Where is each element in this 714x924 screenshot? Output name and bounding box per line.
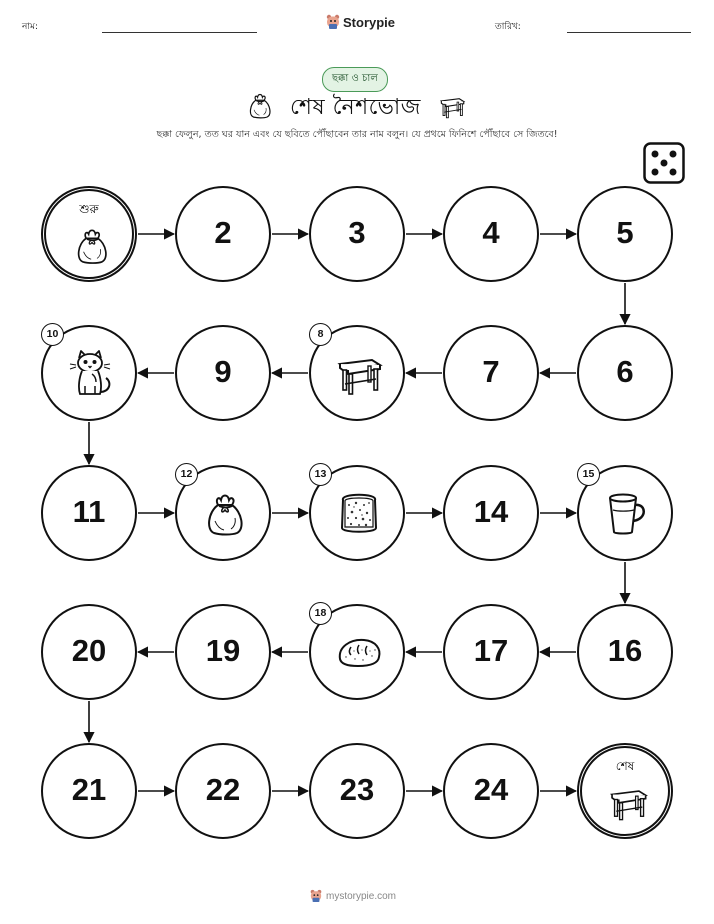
instructions: ছক্কা ফেলুন, তত ঘর যান এবং যে ছবিতে পৌঁছাবেন তার নাম বলুন। যে প্রথমে ফিনিশে পৌঁছাবে সে জিতবে!	[156, 129, 558, 140]
cell-number: 4	[482, 215, 500, 250]
page-title: শেষ নৈশভোজ	[290, 95, 421, 120]
cell-number-badge: 12	[175, 463, 198, 486]
cell-number: 14	[473, 494, 509, 529]
cell-number: 6	[616, 354, 634, 389]
cell-number: 9	[214, 354, 232, 389]
cell-number: 2	[214, 215, 232, 250]
cell-number: 5	[616, 215, 634, 250]
brand-name: Storypie	[343, 14, 396, 30]
cell-number: 24	[473, 772, 509, 807]
cell-number: 20	[71, 633, 107, 668]
cell-number: 3	[348, 215, 366, 250]
cell-number: 17	[473, 633, 509, 668]
footer-url: mystorypie.com	[326, 890, 397, 902]
finish-label: শেষ	[615, 759, 635, 773]
cell-number-badge: 18	[309, 602, 332, 625]
cell-number: 23	[339, 772, 375, 807]
cell-number: 16	[607, 633, 643, 668]
cell-number: 7	[482, 354, 500, 389]
cell-number-badge: 13	[309, 463, 332, 486]
cell-number-badge: 10	[41, 323, 64, 346]
storypie-mascot-icon	[310, 889, 322, 903]
footer	[310, 889, 396, 903]
game-type-tag: ছক্কা ও চাল	[322, 67, 388, 92]
cell-number: 21	[71, 772, 107, 807]
name-label: নাম:	[22, 22, 39, 32]
date-label: তারিখ:	[495, 22, 521, 32]
cell-number-badge: 8	[309, 323, 332, 346]
cell-number: 11	[72, 494, 106, 529]
cell-number: 19	[205, 633, 241, 668]
cell-number-badge: 15	[577, 463, 600, 486]
cell-number: 22	[205, 772, 241, 807]
start-label: শুরু	[79, 202, 99, 216]
